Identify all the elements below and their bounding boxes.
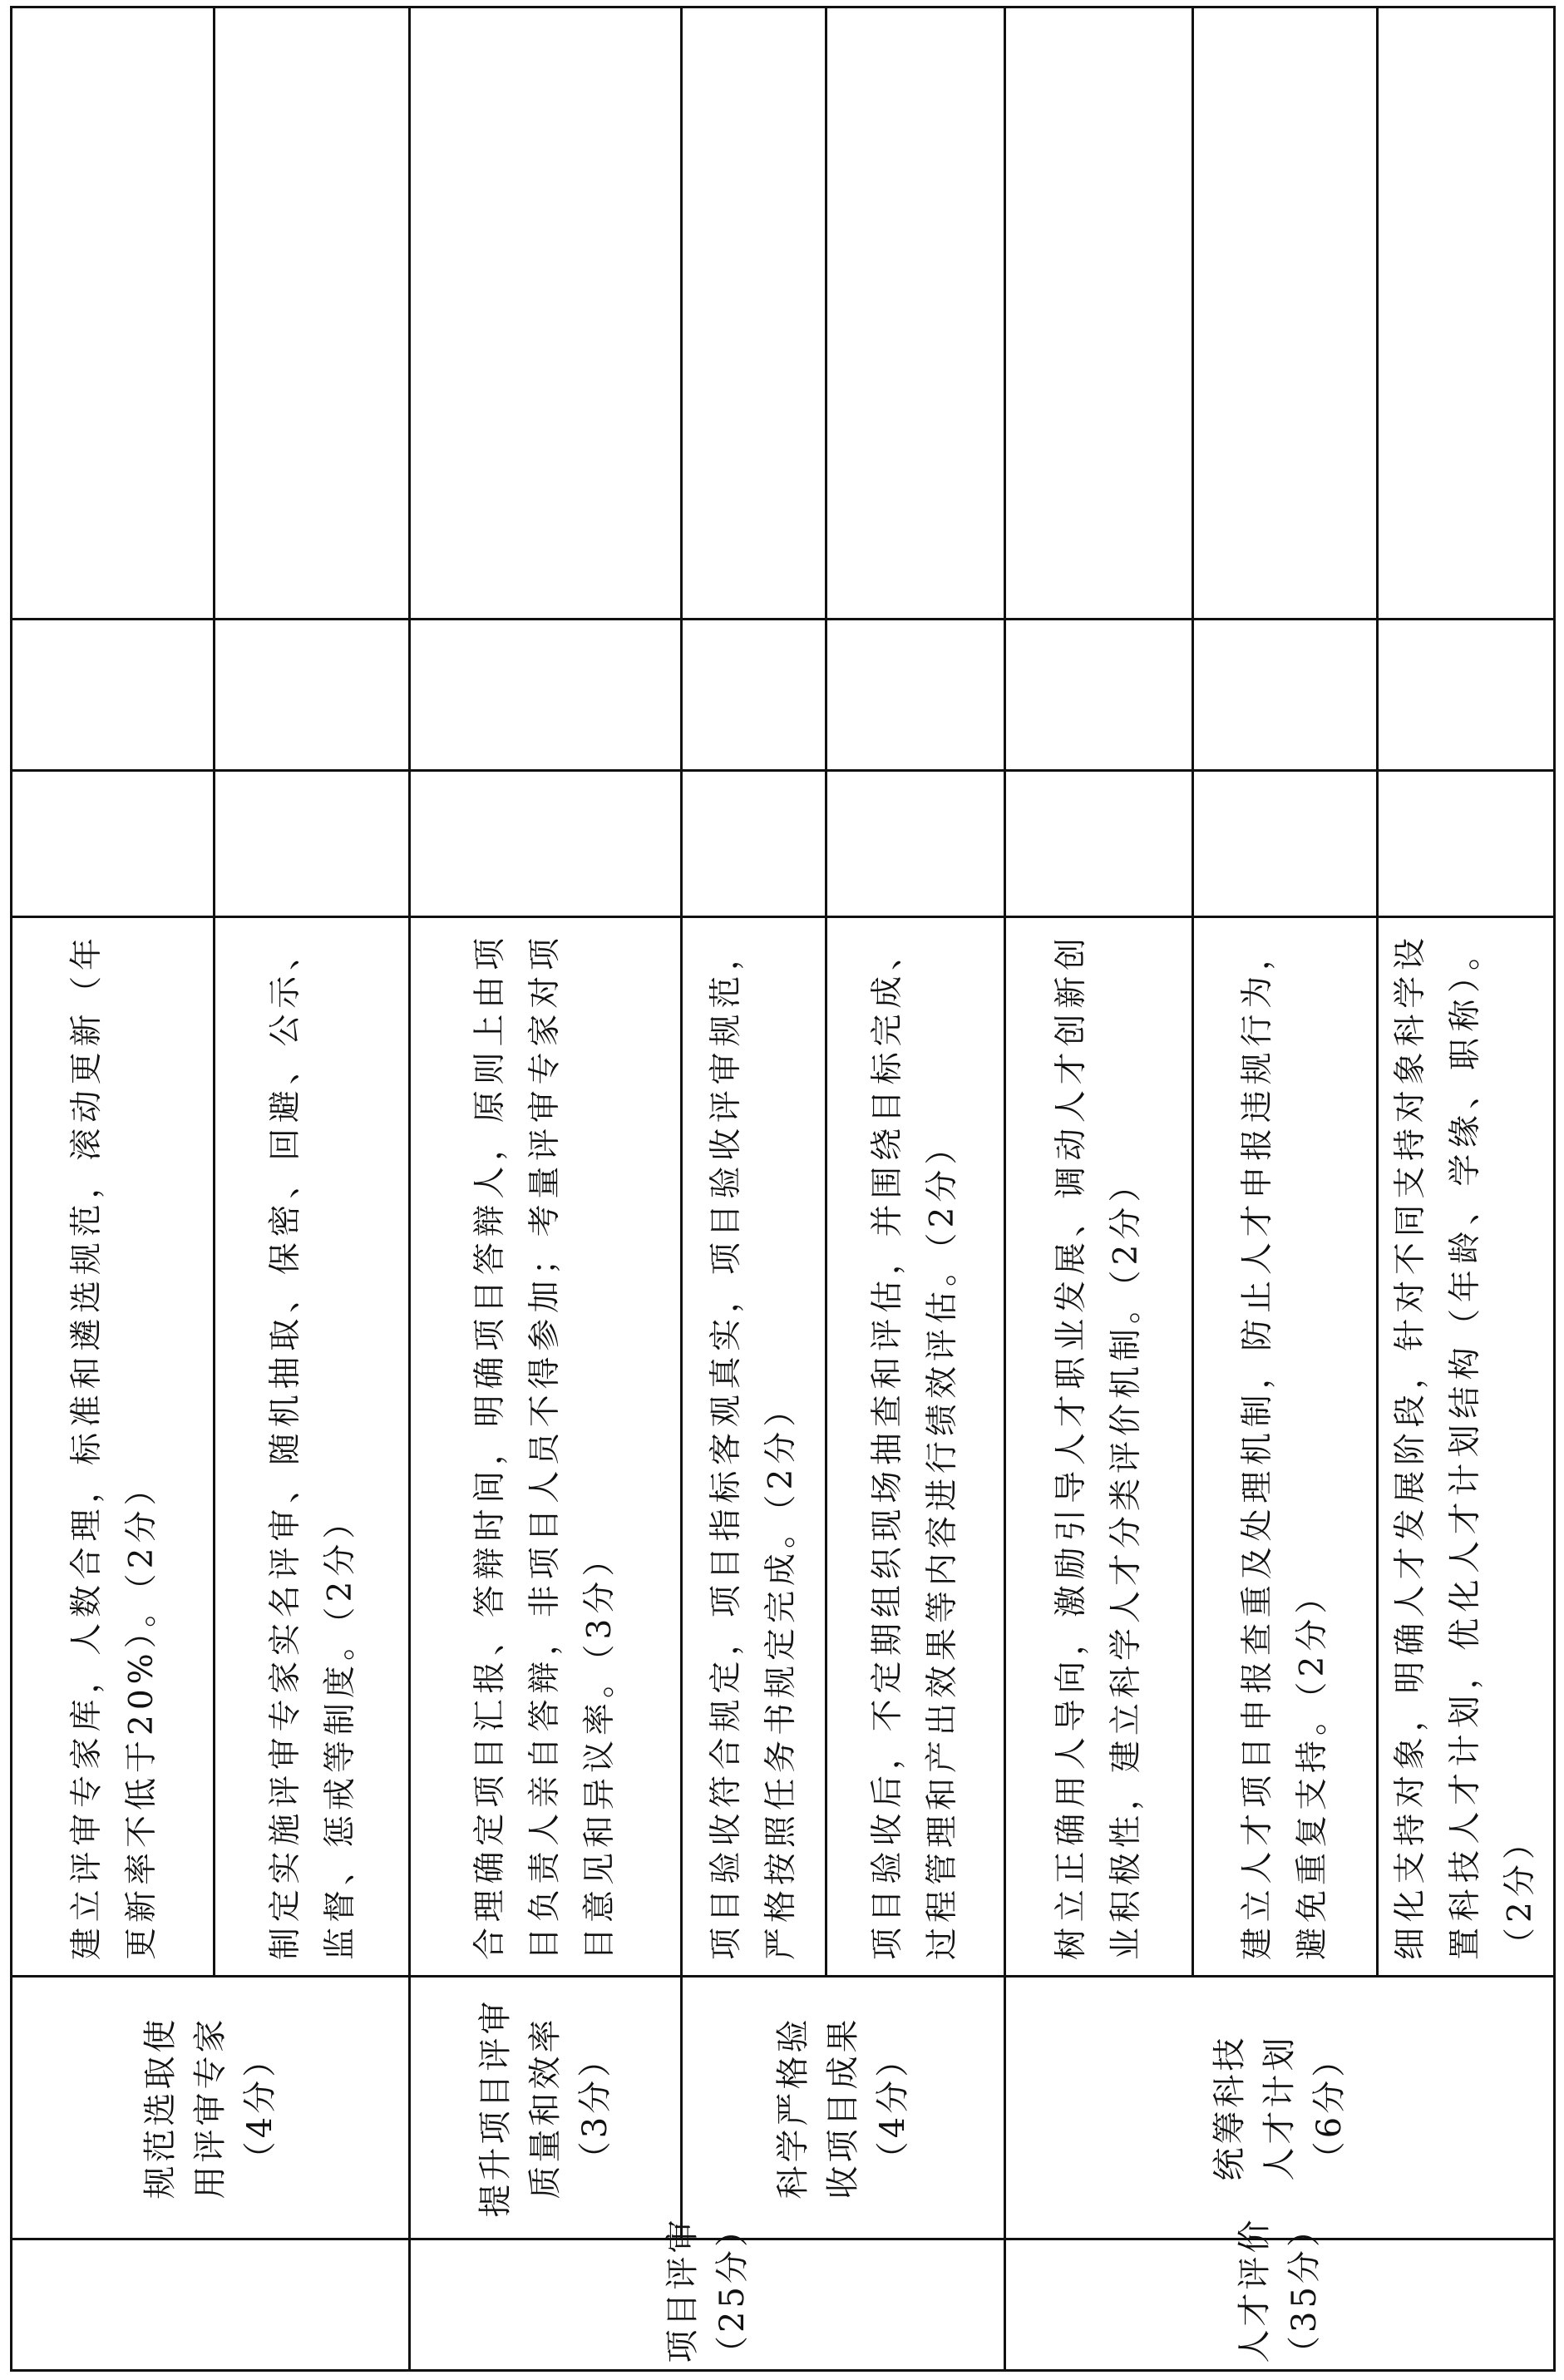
- empty-cell: [410, 7, 682, 620]
- empty-cell: [682, 620, 826, 771]
- empty-cell: [1378, 771, 1555, 917]
- empty-cell: [1193, 7, 1378, 620]
- table-row: [410, 7, 682, 2371]
- empty-cell: [215, 771, 410, 917]
- table-row: [1005, 7, 1193, 2371]
- evaluation-table: [10, 6, 1556, 2372]
- empty-cell: [1378, 620, 1555, 771]
- empty-cell: [1193, 771, 1378, 917]
- criterion-cell: 制定实施评审专家实名评审、随机抽取、保密、回避、公示、监督、惩戒等制度。（2分）: [215, 917, 410, 1977]
- empty-cell: [682, 7, 826, 620]
- subcategory-cell: 科学严格验 收项目成果 （4分）: [682, 1977, 1005, 2239]
- empty-cell: [215, 7, 410, 620]
- subcategory-cell: 规范选取使 用评审专家 （4分）: [12, 1977, 410, 2239]
- subcategory-cell: 统筹科技 人才计划 （6分）: [1005, 1977, 1555, 2239]
- criterion-cell: 树立正确用人导向，激励引导人才职业发展、调动人才创新创业积极性，建立科学人才分类评价机制。（2分）: [1005, 917, 1193, 1977]
- table-row: [12, 7, 215, 2371]
- category-cell: [12, 2239, 410, 2371]
- criterion-cell: 合理确定项目汇报、答辩时间，明确项目答辩人，原则上由项目负责人亲自答辩，非项目人员不得参加；考量评审专家对项目意见和异议率。（3分）: [410, 917, 682, 1977]
- empty-cell: [12, 620, 215, 771]
- empty-cell: [215, 620, 410, 771]
- empty-cell: [410, 771, 682, 917]
- empty-cell: [1005, 7, 1193, 620]
- criterion-cell: 建立评审专家库，人数合理，标准和遴选规范，滚动更新（年更新率不低于20%）。（2分）: [12, 917, 215, 1977]
- criterion-cell: 项目验收符合规定，项目指标客观真实，项目验收评审规范，严格按照任务书规定完成。（2分）: [682, 917, 826, 1977]
- empty-cell: [12, 771, 215, 917]
- empty-cell: [826, 7, 1005, 620]
- empty-cell: [826, 771, 1005, 917]
- criterion-cell: 项目验收后，不定期组织现场抽查和评估，并围绕目标完成、过程管理和产出效果等内容进行绩效评估。（2分）: [826, 917, 1005, 1977]
- subcategory-cell: 提升项目评审 质量和效率 （3分）: [410, 1977, 682, 2239]
- criterion-cell: 建立人才项目申报查重及处理机制，防止人才申报违规行为，避免重复支持。（2分）: [1193, 917, 1378, 1977]
- category-cell: 项目评审 （25分）: [410, 2239, 1005, 2371]
- empty-cell: [682, 771, 826, 917]
- empty-cell: [410, 620, 682, 771]
- empty-cell: [1005, 620, 1193, 771]
- category-cell: 人才评价 （35分）: [1005, 2239, 1555, 2371]
- empty-cell: [12, 7, 215, 620]
- criterion-cell: 细化支持对象，明确人才发展阶段，针对不同支持对象科学设置科技人才计划，优化人才计划结构（年龄、学缘、职称）。（2分）: [1378, 917, 1555, 1977]
- empty-cell: [1378, 7, 1555, 620]
- empty-cell: [1005, 771, 1193, 917]
- table-row: [682, 7, 826, 2371]
- empty-cell: [826, 620, 1005, 771]
- empty-cell: [1193, 620, 1378, 771]
